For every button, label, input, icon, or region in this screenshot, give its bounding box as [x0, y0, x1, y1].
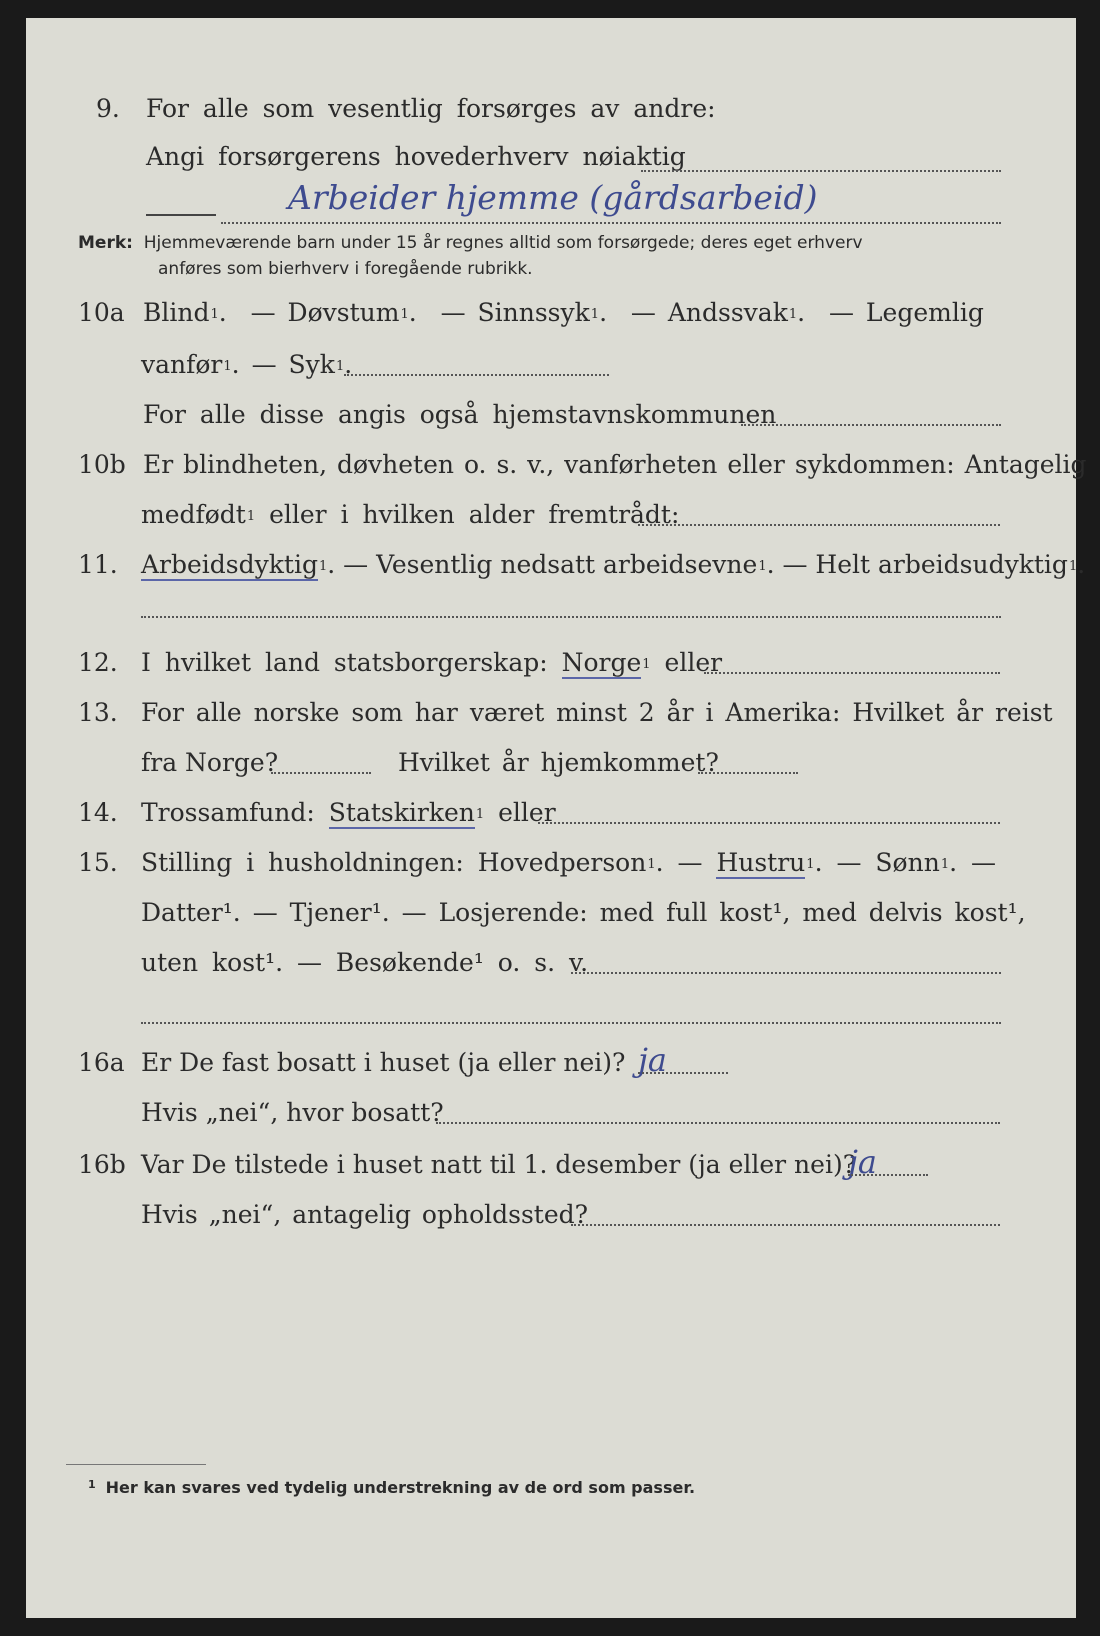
question-16b-answer-line [848, 1174, 928, 1176]
question-10a-hjemstavn-line [741, 424, 1001, 426]
question-11-options: Arbeidsdyktig$^1$. — Vesentlig nedsatt arbeidsevne$^1$. — Helt arbeidsudyktig$^1$. [141, 550, 1086, 579]
question-15-line-2: Datter¹. — Tjener¹. — Losjerende: med full kost¹, med delvis kost¹, [141, 898, 1026, 927]
question-10a-syk-line [344, 374, 609, 376]
question-14-line: Trossamfund: Statskirken$^1$ eller [141, 798, 556, 827]
question-12-line: I hvilket land statsborgerskap: Norge$^1$ eller [141, 648, 723, 677]
question-13-reist-line [271, 772, 371, 774]
question-9-handwritten-answer: Arbeider hjemme (gårdsarbeid) [288, 178, 818, 217]
merk-text-1: Hjemmeværende barn under 15 år regnes alltid som forsørgede; deres eget erhverv [143, 233, 863, 253]
question-16a-line-1: Er De fast bosatt i huset (ja eller nei)? [141, 1048, 626, 1077]
footnote-rule [66, 1464, 206, 1465]
footnote [88, 1478, 695, 1497]
question-11-number: 11. [78, 550, 118, 579]
question-10b-number: 10b [78, 450, 126, 479]
question-16b-handwritten-answer: ja [848, 1143, 877, 1181]
question-14-number: 14. [78, 798, 118, 827]
option-blind: Blind [143, 298, 210, 327]
question-15-line-3-rule [571, 972, 1001, 974]
question-9-line-2: Angi forsørgerens hovederhverv nøiaktig [146, 142, 686, 171]
question-15-answer-line [141, 1022, 1001, 1024]
merk-note-line-1 [78, 230, 863, 256]
question-16b-number: 16b [78, 1150, 126, 1179]
question-16a-handwritten-answer: ja [638, 1041, 667, 1079]
question-16b-opholdssted-line [571, 1224, 1000, 1226]
question-10a-line-3: For alle disse angis også hjemstavnskommunen [143, 400, 777, 429]
option-arbeidsdyktig-underlined: Arbeidsdyktig [141, 550, 318, 579]
question-9-answer-rule-start [146, 214, 216, 216]
merk-note-line-2: anføres som bierhverv i foregående rubrikk. [158, 259, 533, 279]
question-10b-answer-line [638, 524, 1000, 526]
question-15-line-3: uten kost¹. — Besøkende¹ o. s. v. [141, 948, 589, 977]
question-13-number: 13. [78, 698, 118, 727]
merk-label: Merk: [78, 233, 133, 253]
question-14-answer-line [538, 822, 1000, 824]
question-10b-line-1: Er blindheten, døvheten o. s. v., vanførheten eller sykdommen: Antagelig [143, 450, 1087, 479]
question-11-answer-line [141, 616, 1001, 618]
option-vanfor: vanfør [141, 350, 223, 379]
question-10a-line-1: Blind$^1$. — Døvstum$^1$. — Sinnssyk$^1$. — Andssvak$^1$. — Legemlig [143, 298, 984, 327]
option-hustru-underlined: Hustru [716, 848, 806, 877]
question-13-hjemkommet-line [698, 772, 798, 774]
option-legemlig: — Legemlig [828, 298, 984, 327]
question-16b-line-1: Var De tilstede i huset natt til 1. desember (ja eller nei)? [141, 1150, 857, 1179]
question-15-number: 15. [78, 848, 118, 877]
option-dovstum: — Døvstum [250, 298, 400, 327]
question-16a-bosatt-line [436, 1122, 1000, 1124]
question-9-answer-line [221, 222, 1001, 224]
question-12-number: 12. [78, 648, 118, 677]
question-9-line-1: For alle som vesentlig forsørges av andre: [146, 94, 716, 123]
question-16a-line-2: Hvis „nei“, hvor bosatt? [141, 1098, 444, 1127]
question-13-line-2a: fra Norge? [141, 748, 279, 777]
question-16a-number: 16a [78, 1048, 125, 1077]
question-12-answer-line [704, 672, 1000, 674]
footnote-text: Her kan svares ved tydelig understrekning av de ord som passer. [105, 1478, 696, 1497]
question-13-line-1: For alle norske som har været minst 2 år i Amerika: Hvilket år reist [141, 698, 1053, 727]
question-16b-line-2: Hvis „nei“, antagelig opholdssted? [141, 1200, 589, 1229]
option-statskirken-underlined: Statskirken [328, 798, 475, 827]
question-13-line-2b: Hvilket år hjemkommet? [398, 748, 719, 777]
question-10a-line-2: vanfør$^1$. — Syk$^1$. [141, 350, 353, 379]
question-9-number: 9. [96, 94, 120, 123]
question-10a-number: 10a [78, 298, 125, 327]
option-norge-underlined: Norge [561, 648, 642, 677]
footnote-mark: 1 [88, 1478, 96, 1491]
question-9-dotted-line [641, 170, 1001, 172]
option-syk: — Syk [251, 350, 335, 379]
census-form-page [26, 18, 1087, 1618]
question-15-line-1: Stilling i husholdningen: Hovedperson$^1$. — Hustru$^1$. — Sønn$^1$. — [141, 848, 996, 877]
option-andssvak: — Andssvak [630, 298, 788, 327]
question-10b-line-2: medfødt$^1$ eller i hvilken alder fremtrådt: [141, 500, 680, 529]
option-sinnssyk: — Sinnssyk [440, 298, 590, 327]
question-16a-answer-line [638, 1072, 728, 1074]
